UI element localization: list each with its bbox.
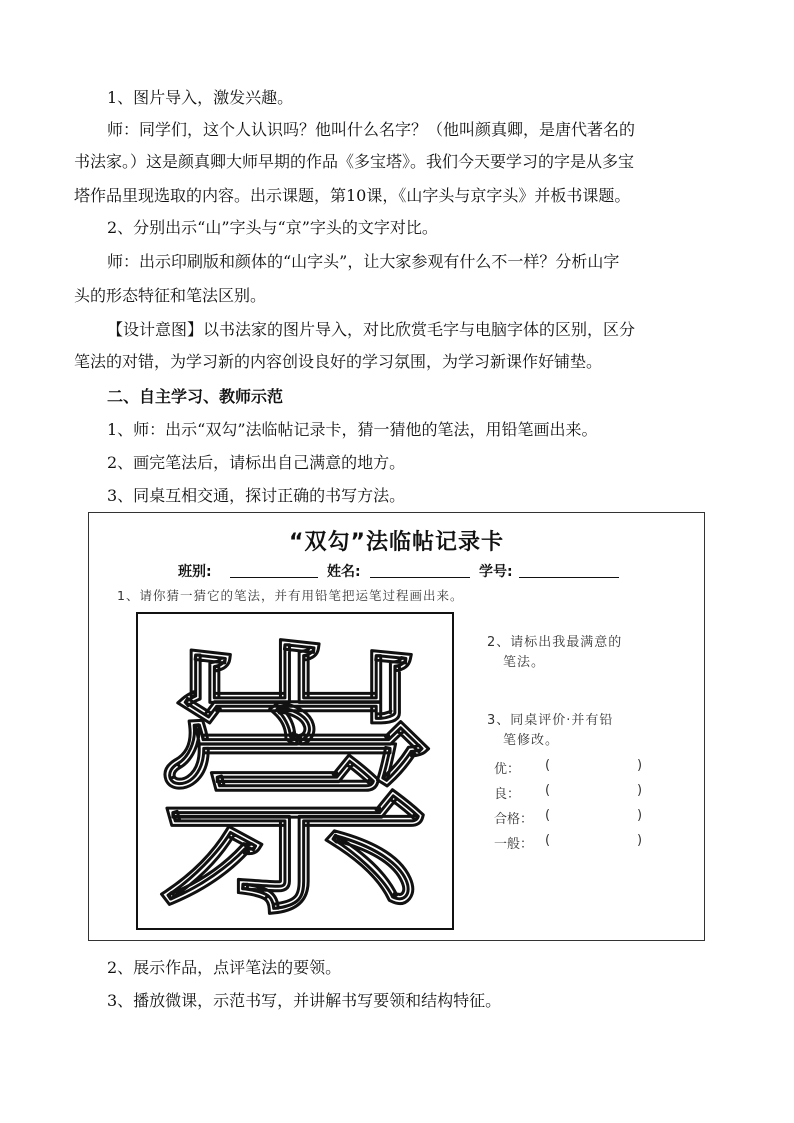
character-glyph: 崇 — [151, 619, 439, 928]
rating-label-good: 良： — [494, 787, 521, 802]
paragraph-12: 3、同桌互相交通，探讨正确的书写方法。 — [107, 486, 406, 505]
card-fields — [89, 561, 704, 581]
paragraph-11: 2、画完笔法后，请标出自己满意的地方。 — [107, 453, 406, 472]
side-note-2-line1: 2、请标出我最满意的 — [487, 635, 623, 650]
record-card — [88, 512, 705, 941]
card-instruction: 1、请你猜一猜它的笔法，并有用铅笔把运笔过程画出来。 — [117, 588, 464, 603]
id-label: 学号: — [479, 564, 513, 580]
side-note-3-line1: 3、同桌评价·并有铅 — [487, 713, 614, 728]
side-note-2-line2: 笔法。 — [503, 655, 546, 670]
class-label: 班别: — [178, 564, 212, 580]
name-label: 姓名: — [327, 564, 361, 580]
rating-close-excellent: ) — [637, 758, 643, 773]
rating-open-average: ( — [545, 833, 551, 848]
paragraph-1: 1、图片导入，激发兴趣。 — [107, 88, 294, 107]
rating-open-good: ( — [545, 783, 551, 798]
rating-label-average: 一般： — [494, 837, 534, 852]
paragraph-2: 师：同学们，这个人认识吗？他叫什么名字？（他叫颜真卿，是唐代著名的 — [107, 120, 636, 139]
paragraph-8: 【设计意图】以书法家的图片导入，对比欣赏毛字与电脑字体的区别，区分 — [107, 320, 636, 339]
name-field[interactable] — [370, 577, 470, 578]
rating-open-excellent: ( — [545, 758, 551, 773]
paragraph-5: 2、分别出示“山”字头与“京”字头的文字对比。 — [107, 218, 438, 237]
paragraph-7: 头的形态特征和笔法区别。 — [74, 286, 267, 305]
paragraph-6: 师：出示印刷版和颜体的“山字头”，让大家参观有什么不一样？分析山字 — [107, 252, 620, 271]
paragraph-4: 塔作品里现选取的内容。出示课题，第10课，《山字头与京字头》并板书课题。 — [74, 186, 631, 205]
rating-open-pass: ( — [545, 808, 551, 823]
outline-character-box — [136, 612, 454, 930]
paragraph-after-1: 2、展示作品，点评笔法的要领。 — [107, 958, 342, 977]
paragraph-3: 书法家。）这是颜真卿大师早期的作品《多宝塔》。我们今天要学习的字是从多宝 — [74, 152, 635, 171]
rating-close-pass: ) — [637, 808, 643, 823]
card-title: “双勾”法临帖记录卡 — [289, 530, 504, 555]
paragraph-9: 笔法的对错，为学习新的内容创设良好的学习氛围，为学习新课作好铺垫。 — [74, 352, 603, 371]
id-field[interactable] — [519, 577, 619, 578]
rating-label-excellent: 优： — [494, 762, 521, 777]
outline-character — [138, 614, 452, 928]
paragraph-after-2: 3、播放微课，示范书写，并讲解书写要领和结构特征。 — [107, 991, 502, 1010]
class-field[interactable] — [230, 577, 318, 578]
rating-close-good: ) — [637, 783, 643, 798]
side-note-3-line2: 笔修改。 — [503, 733, 560, 748]
rating-close-average: ) — [637, 833, 643, 848]
paragraph-10: 1、师：出示“双勾”法临帖记录卡，猜一猜他的笔法，用铅笔画出来。 — [107, 420, 598, 439]
rating-label-pass: 合格： — [494, 812, 534, 827]
section-heading: 二、自主学习、教师示范 — [107, 387, 284, 406]
